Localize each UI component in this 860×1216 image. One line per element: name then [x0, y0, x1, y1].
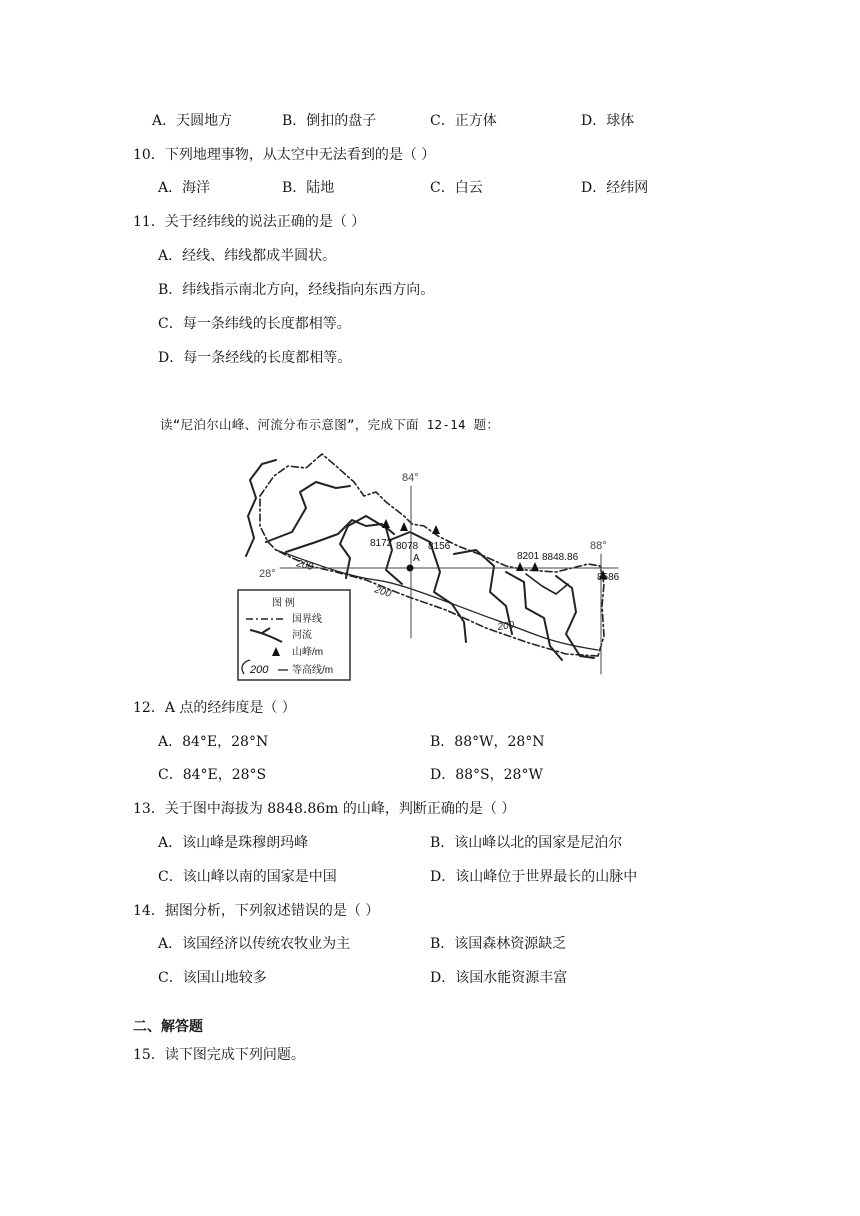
contour-label-3: 200: [496, 619, 515, 633]
legend-contour: 等高线/m: [292, 665, 334, 676]
q14-stem: 14．据图分析，下列叙述错误的是（ ）: [133, 903, 380, 919]
lon-84-label: 84°: [402, 472, 419, 484]
point-a-dot: [407, 565, 414, 572]
legend-contour-value: 200: [250, 664, 269, 676]
q12-option-c: C．84°E，28°S: [158, 767, 267, 783]
q14-option-b: B．该国森林资源缺乏: [430, 936, 567, 952]
q13-option-d: D．该山峰位于世界最长的山脉中: [430, 869, 638, 885]
q9-option-d: D．球体: [581, 113, 635, 129]
contour-label-2: 200: [373, 584, 393, 601]
section-title: 二、解答题: [133, 1019, 203, 1035]
legend-peak: 山峰/m: [292, 647, 324, 658]
q15-stem: 15．读下图完成下列问题。: [133, 1047, 305, 1063]
contour-label-1: 200: [295, 558, 315, 573]
q11-option-c: C．每一条纬线的长度都相等。: [158, 316, 351, 332]
peak-label-8586: 8586: [597, 572, 620, 583]
q14-option-d: D．该国水能资源丰富: [430, 970, 568, 986]
point-a-label: A: [413, 553, 420, 564]
q13-stem: 13．关于图中海拔为 8848.86m 的山峰，判断正确的是（ ）: [133, 801, 516, 817]
peak-icon: [516, 562, 524, 571]
peak-icon: [400, 522, 408, 531]
peak-label-8156: 8156: [428, 541, 451, 552]
peak-label-8201: 8201: [517, 551, 540, 562]
q14-option-a: A．该国经济以传统农牧业为主: [158, 936, 351, 952]
peak-icon: [432, 525, 440, 534]
peak-label-8848: 8848.86: [542, 552, 579, 563]
peak-label-8078: 8078: [396, 541, 419, 552]
q9-option-b: B．倒扣的盘子: [282, 113, 377, 129]
q13-option-c: C．该山峰以南的国家是中国: [158, 869, 337, 885]
q10-option-d: D．经纬网: [581, 180, 649, 196]
q10-stem: 10．下列地理事物，从太空中无法看到的是（ ）: [133, 147, 436, 163]
peak-label-8172: 8172: [370, 538, 393, 549]
peak-icon: [382, 519, 390, 528]
q12-stem: 12．A 点的经纬度是（ ）: [133, 700, 296, 716]
q12-option-a: A．84°E，28°N: [158, 734, 269, 750]
nepal-map: [226, 446, 626, 684]
legend-border: 国界线: [292, 614, 322, 625]
peak-icon: [531, 562, 539, 571]
lat-28-label: 28°: [259, 568, 276, 580]
river-1: [246, 460, 276, 556]
q13-option-a: A．该山峰是珠穆朗玛峰: [158, 835, 309, 851]
q10-option-a: A．海洋: [158, 180, 211, 196]
q13-option-b: B．该山峰以北的国家是尼泊尔: [430, 835, 623, 851]
river-2: [266, 482, 350, 542]
q9-option-a: A．天圆地方: [152, 113, 233, 129]
q11-option-a: A．经线、纬线都成半圆状。: [158, 248, 337, 264]
legend-title: 图 例: [272, 598, 295, 609]
q12-option-d: D．88°S，28°W: [430, 767, 543, 783]
q11-option-d: D．每一条经线的长度都相等。: [158, 350, 352, 366]
q11-option-b: B．纬线指示南北方向，经线指向东西方向。: [158, 282, 435, 298]
q11-stem: 11．关于经纬线的说法正确的是（ ）: [133, 214, 366, 230]
q9-option-c: C．正方体: [430, 113, 497, 129]
map-intro: 读“尼泊尔山峰、河流分布示意图”，完成下面 12-14 题：: [160, 417, 500, 432]
legend-river: 河流: [292, 630, 312, 641]
q12-option-b: B．88°W，28°N: [430, 734, 545, 750]
q10-option-b: B．陆地: [282, 180, 335, 196]
river-9: [526, 574, 568, 594]
q10-option-c: C．白云: [430, 180, 483, 196]
q14-option-c: C．该国山地较多: [158, 970, 267, 986]
river-7: [506, 572, 562, 660]
lon-88-label: 88°: [590, 540, 607, 552]
